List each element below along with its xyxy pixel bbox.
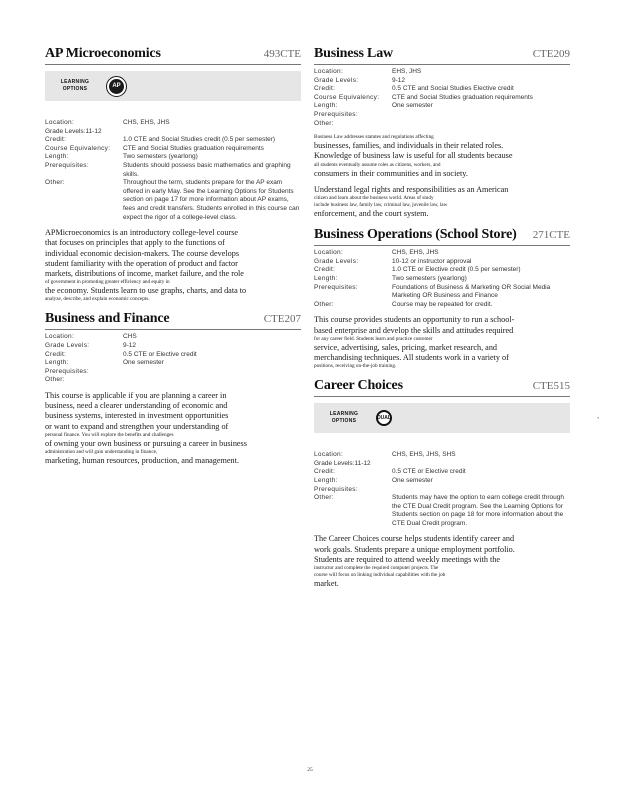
- field-label: Grade Levels:: [45, 127, 86, 135]
- description-line: Business Law addresses statutes and regulations affecting: [314, 134, 434, 141]
- description-line: businesses, families, and individuals in their related roles.: [314, 141, 504, 151]
- description-line: marketing, human resources, production, and management.: [45, 455, 239, 465]
- course-header: [314, 378, 570, 397]
- description-line: student familiarity with the operation of product and factor: [45, 258, 238, 268]
- course-code: 271CTE: [532, 229, 570, 242]
- description-line: market.: [314, 579, 339, 589]
- description-line: business systems, interested in investment opportunities: [45, 411, 229, 421]
- field-value: EHS, JHS: [392, 68, 422, 75]
- description-line: for any career field. Students learn and practice customer: [314, 335, 433, 342]
- field-label: Course Equivalency:: [314, 93, 380, 101]
- course-fields: [314, 249, 570, 309]
- field-value: CHS, EHS, JHS: [392, 249, 439, 257]
- field-value: [392, 111, 570, 120]
- description-line: Knowledge of business law is useful for all students because: [314, 151, 513, 161]
- course-code: CTE207: [263, 313, 301, 326]
- field-label: Credit:: [45, 350, 67, 358]
- field-label: Credit:: [314, 85, 336, 93]
- field-value: Throughout the term, students prepare for the AP exam offered in early May. See the Learning Options for Students section on page 17 for more information about AP exams, fees and credit transfers. Students enrolled in this course can expect the rigor of a college-level class.: [123, 179, 300, 221]
- course-header: [45, 46, 301, 65]
- field-label: Credit:: [314, 266, 336, 274]
- right-column: [314, 46, 570, 597]
- course-business-and-finance: [45, 311, 301, 466]
- field-label: Location:: [45, 333, 75, 341]
- field-label: Prerequisites:: [314, 110, 358, 118]
- field-value: 1.0 CTE or Elective credit (0.5 per semester): [392, 266, 521, 274]
- field-value: Two semesters (yearlong): [123, 153, 198, 161]
- description-line: analyze, describe, and explain economic concepts.: [45, 296, 150, 303]
- description-line: administration and will gain understanding in finance,: [45, 448, 158, 455]
- description-line: the economy. Students learn to use graphs, charts, and data to: [45, 286, 247, 296]
- description-line: include business law, family law, criminal law, juvenile law, law: [314, 201, 448, 208]
- field-value: 11-12: [354, 459, 371, 467]
- course-career-choices: [314, 378, 570, 589]
- course-description: [314, 134, 570, 219]
- course-description: [314, 315, 570, 370]
- field-value: 0.5 CTE or Elective credit: [123, 350, 197, 358]
- description-line: merchandising techniques. All students work in a variety of: [314, 352, 509, 362]
- field-value: 11-12: [85, 127, 102, 135]
- description-line: APMicroeconomics is an introductory college-level course: [45, 228, 239, 238]
- field-value: One semester: [123, 359, 164, 367]
- field-value: CHS: [123, 333, 137, 341]
- description-line: Understand legal rights and responsibilities as an American: [314, 184, 509, 194]
- course-header: [314, 227, 570, 246]
- description-line: of government in promoting greater efficiency and equity in: [45, 279, 170, 286]
- description-line: of owning your own business or pursuing a career in business: [45, 438, 247, 448]
- field-value: [123, 376, 301, 385]
- course-title: Business and Finance: [45, 311, 170, 327]
- course-title: Career Choices: [314, 378, 403, 394]
- description-line: based enterprise and develop the skills and attitudes required: [314, 325, 514, 335]
- course-title: AP Microeconomics: [45, 46, 161, 61]
- field-label: Length:: [45, 359, 69, 367]
- field-label: Other:: [314, 494, 334, 502]
- field-value: Students should possess basic mathematics and graphing skills.: [123, 161, 291, 178]
- course-fields: [45, 119, 301, 222]
- description-line: enforcement, and the court system.: [314, 208, 429, 218]
- learning-options-label: LEARNING OPTIONS: [329, 411, 359, 425]
- field-label: Prerequisites:: [45, 161, 89, 169]
- left-column: [45, 46, 301, 474]
- course-header: [45, 311, 301, 330]
- field-label: Location:: [45, 119, 75, 126]
- course-fields: [314, 451, 570, 528]
- dual-credit-badge-icon: DUAL: [376, 410, 392, 426]
- description-line: course will focus on linking individual capabilities with the job: [314, 572, 446, 579]
- field-value: CTE and Social Studies graduation requirements: [123, 144, 264, 152]
- field-label: Length:: [314, 274, 338, 282]
- learning-options-label: LEARNING OPTIONS: [60, 79, 90, 92]
- field-label: Course Equivalency:: [45, 144, 111, 152]
- field-value: CHS, EHS, JHS, SHS: [392, 451, 456, 459]
- page-number: 25: [307, 767, 313, 773]
- field-label: Credit:: [45, 136, 67, 144]
- course-code: CTE209: [532, 48, 570, 60]
- field-label: Credit:: [314, 468, 336, 476]
- field-value: CTE and Social Studies graduation requirements: [392, 93, 533, 101]
- field-label: Grade Levels:: [314, 459, 355, 467]
- field-value: 0.5 CTE or Elective credit: [392, 468, 466, 476]
- course-business-law: [314, 46, 570, 219]
- course-ap-microeconomics: [45, 46, 301, 303]
- course-code: CTE515: [532, 380, 570, 393]
- field-label: Prerequisites:: [45, 367, 89, 375]
- description-line: or want to expand and strengthen your understanding of: [45, 421, 229, 431]
- field-label: Other:: [45, 376, 65, 384]
- field-label: Grade Levels:: [314, 76, 359, 84]
- field-label: Prerequisites:: [314, 283, 358, 291]
- course-header: [314, 46, 570, 65]
- course-fields: [314, 68, 570, 128]
- field-value: CHS, EHS, JHS: [123, 119, 170, 126]
- description-line: service, advertising, sales, pricing, market research, and: [314, 342, 498, 352]
- description-line: consumers in their communities and in society.: [314, 168, 468, 178]
- description-line: individual economic decision-makers. The course develops: [45, 248, 240, 258]
- field-label: Location:: [314, 249, 344, 257]
- description-line: all students eventually assume roles as citizens, workers, and: [314, 161, 441, 168]
- field-value: Two semesters (yearlong): [392, 274, 467, 282]
- field-value: [392, 120, 570, 129]
- description-line: This course is applicable if you are planning a career in: [45, 390, 227, 400]
- description-line: Students are required to attend weekly meetings with the: [314, 554, 500, 564]
- description-line: positions, receiving on-the-job training.: [314, 363, 397, 370]
- field-label: Location:: [314, 68, 344, 75]
- learning-options-box: [45, 71, 301, 101]
- field-value: One semester: [392, 476, 433, 484]
- field-label: Other:: [314, 119, 334, 127]
- field-value: 10-12 or instructor approval: [392, 257, 472, 265]
- field-label: Length:: [45, 153, 69, 161]
- field-value: 9-12: [123, 341, 137, 349]
- description-line: markets, distributions of income, market failure, and the role: [45, 268, 244, 278]
- field-label: Length:: [314, 102, 338, 110]
- field-value: Students may have the option to earn college credit through the CTE Dual Credit program. See the Learning Options for Students section on page 18 for more information about the CTE Dual Credit program.: [392, 494, 564, 527]
- field-label: Location:: [314, 451, 344, 459]
- field-value: 9-12: [392, 76, 406, 84]
- field-label: Length:: [314, 476, 338, 484]
- field-value: [392, 486, 570, 495]
- field-value: Course may be repeated for credit.: [392, 300, 493, 308]
- field-label: Other:: [314, 300, 334, 308]
- field-value: 1.0 CTE and Social Studies credit (0.5 per semester): [123, 136, 276, 144]
- description-line: work goals. Students prepare a unique employment portfolio.: [314, 544, 515, 554]
- field-label: Other:: [45, 179, 65, 187]
- description-line: that focuses on principles that apply to the functions of: [45, 238, 225, 248]
- field-value: [123, 368, 301, 377]
- course-description: [314, 534, 570, 589]
- course-description: [45, 228, 301, 303]
- field-label: Grade Levels:: [45, 341, 90, 349]
- course-business-operations: [314, 227, 570, 370]
- stray-mark: ˎ: [597, 410, 600, 419]
- field-value: Foundations of Business & Marketing OR Social Media Marketing OR Business and Finance: [392, 283, 551, 300]
- field-label: Prerequisites:: [314, 485, 358, 493]
- description-line: personal finance. You will explore the benefits and challenges: [45, 431, 174, 438]
- description-line: instructor and complete the required computer projects. The: [314, 565, 439, 572]
- course-title: Business Law: [314, 46, 393, 61]
- course-fields: [45, 333, 301, 385]
- field-value: One semester: [392, 102, 433, 110]
- course-title: Business Operations (School Store): [314, 227, 517, 243]
- course-description: [45, 391, 301, 466]
- learning-options-box: [314, 403, 570, 433]
- description-line: business, need a clearer understanding of economic and: [45, 401, 228, 411]
- description-line: citizen and learn about the business world. Areas of study: [314, 194, 434, 201]
- field-value: 0.5 CTE and Social Studies Elective credit: [392, 85, 514, 93]
- ap-badge-icon: AP: [107, 77, 126, 96]
- description-line: This course provides students an opportunity to run a school-: [314, 315, 515, 325]
- description-line: The Career Choices course helps students identify career and: [314, 534, 515, 544]
- field-label: Grade Levels:: [314, 257, 359, 265]
- course-code: 493CTE: [263, 48, 301, 60]
